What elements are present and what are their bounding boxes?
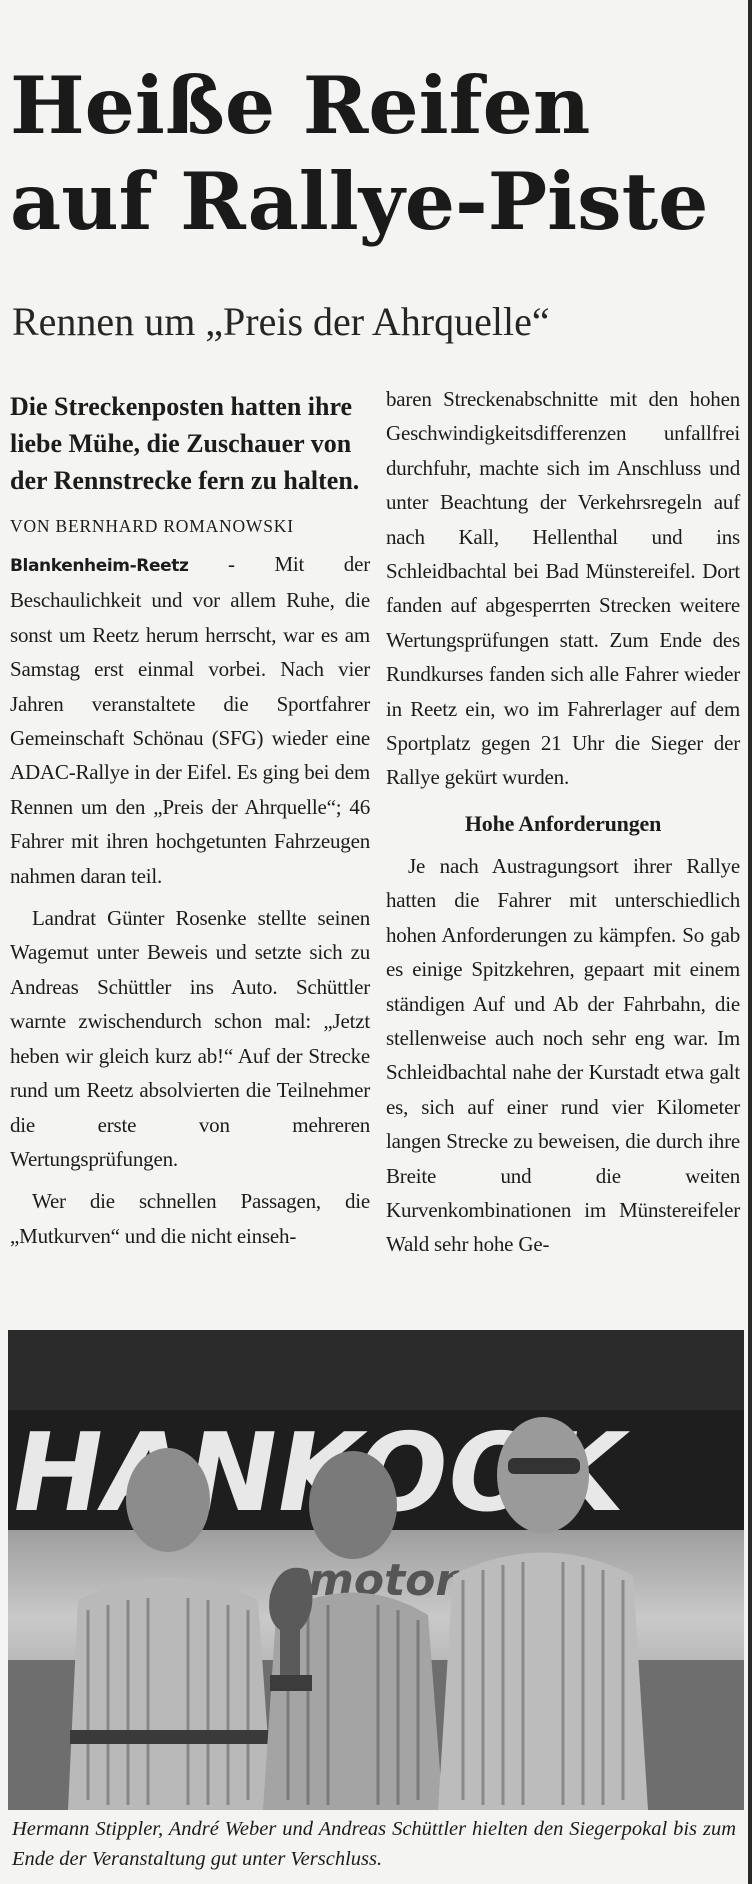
subtitle: Rennen um „Preis der Ahrquelle“ <box>12 299 550 344</box>
subheading: Hohe Anforderungen <box>464 810 662 836</box>
byline: VON BERNHARD ROMANOWSKI <box>10 516 294 536</box>
paragraph-1-text: - Mit der Beschaulichkeit und vor allem Ruhe, die sonst um Reetz herum herrscht, war es am Samstag erst einmal vorbei. Nach vier Jahren veranstaltete die Sportfahrer Gemeinschaft Schönau (SFG) wieder eine ADAC-Rallye in der Eifel. Es ging bei dem Rennen um den „Preis der Ahrquelle“; 46 Fahrer mit ihren hochgetunten Fahrzeugen nahmen daran teil. <box>10 552 370 888</box>
photo-illustration <box>8 1330 744 1810</box>
body-paragraph-1 <box>10 547 370 893</box>
body-paragraph-3-start: Wer die schnellen Passagen, die „Mutkurven“ und die nicht einseh- <box>10 1189 370 1248</box>
photo-caption: Hermann Stippler, André Weber und Andreas Schüttler hielten den Siegerpokal bis zum Ende der Veranstaltung gut unter Verschluss. <box>12 1818 736 1870</box>
scan-edge <box>748 0 752 1884</box>
dateline: Blankenheim-Reetz <box>10 556 189 576</box>
lead-text: Die Streckenposten hatten ihre liebe Mühe, die Zuschauer von der Rennstrecke fern zu halten. <box>10 392 360 495</box>
body-paragraph-4: Je nach Austragungsort ihrer Rallye hatten die Fahrer mit unterschiedlich hohen Anforderungen zu kämpfen. So gab es einige Spitzkehren, gepaart mit einem ständigen Auf und Ab der Fahrbahn, die stellenweise auch noch sehr eng war. Im Schleidbachtal nahe der Kurstadt etwa galt es, sich auf einer rund vier Kilometer langen Strecke zu beweisen, die durch ihre Breite und die weiten Kurvenkombinationen im Münstereifeler Wald sehr hohe Ge- <box>386 853 740 1257</box>
headline: Heiße Reifen auf Rallye-Piste <box>10 59 709 248</box>
column-left <box>10 388 370 1253</box>
photo <box>8 1330 744 1810</box>
body-paragraph-3-cont: baren Streckenabschnitte mit den hohen Geschwindigkeitsdifferenzen unfallfrei durchfuhr, machte sich im Anschluss und unter Beachtung der Verkehrsregeln auf nach Kall, Hellenthal und ins Schleidbachtal bei Bad Münstereifel. Dort fanden auf abgesperrten Strecken weitere Wertungsprüfungen statt. Zum Ende des Rundkurses fanden sich alle Fahrer wieder in Reetz ein, wo im Fahrerlager auf dem Sportplatz gegen 21 Uhr die Sieger der Rallye gekürt wurden. <box>386 387 740 790</box>
body-paragraph-2: Landrat Günter Rosenke stellte seinen Wagemut unter Beweis und setzte sich zu Andreas Schüttler ins Auto. Schüttler warnte zwischendurch schon mal: „Jetzt heben wir gleich kurz ab!“ Auf der Strecke rund um Reetz absolvierten die Teilnehmer die erste von mehreren Wertungsprüfungen. <box>10 906 370 1171</box>
column-right <box>386 382 740 1262</box>
